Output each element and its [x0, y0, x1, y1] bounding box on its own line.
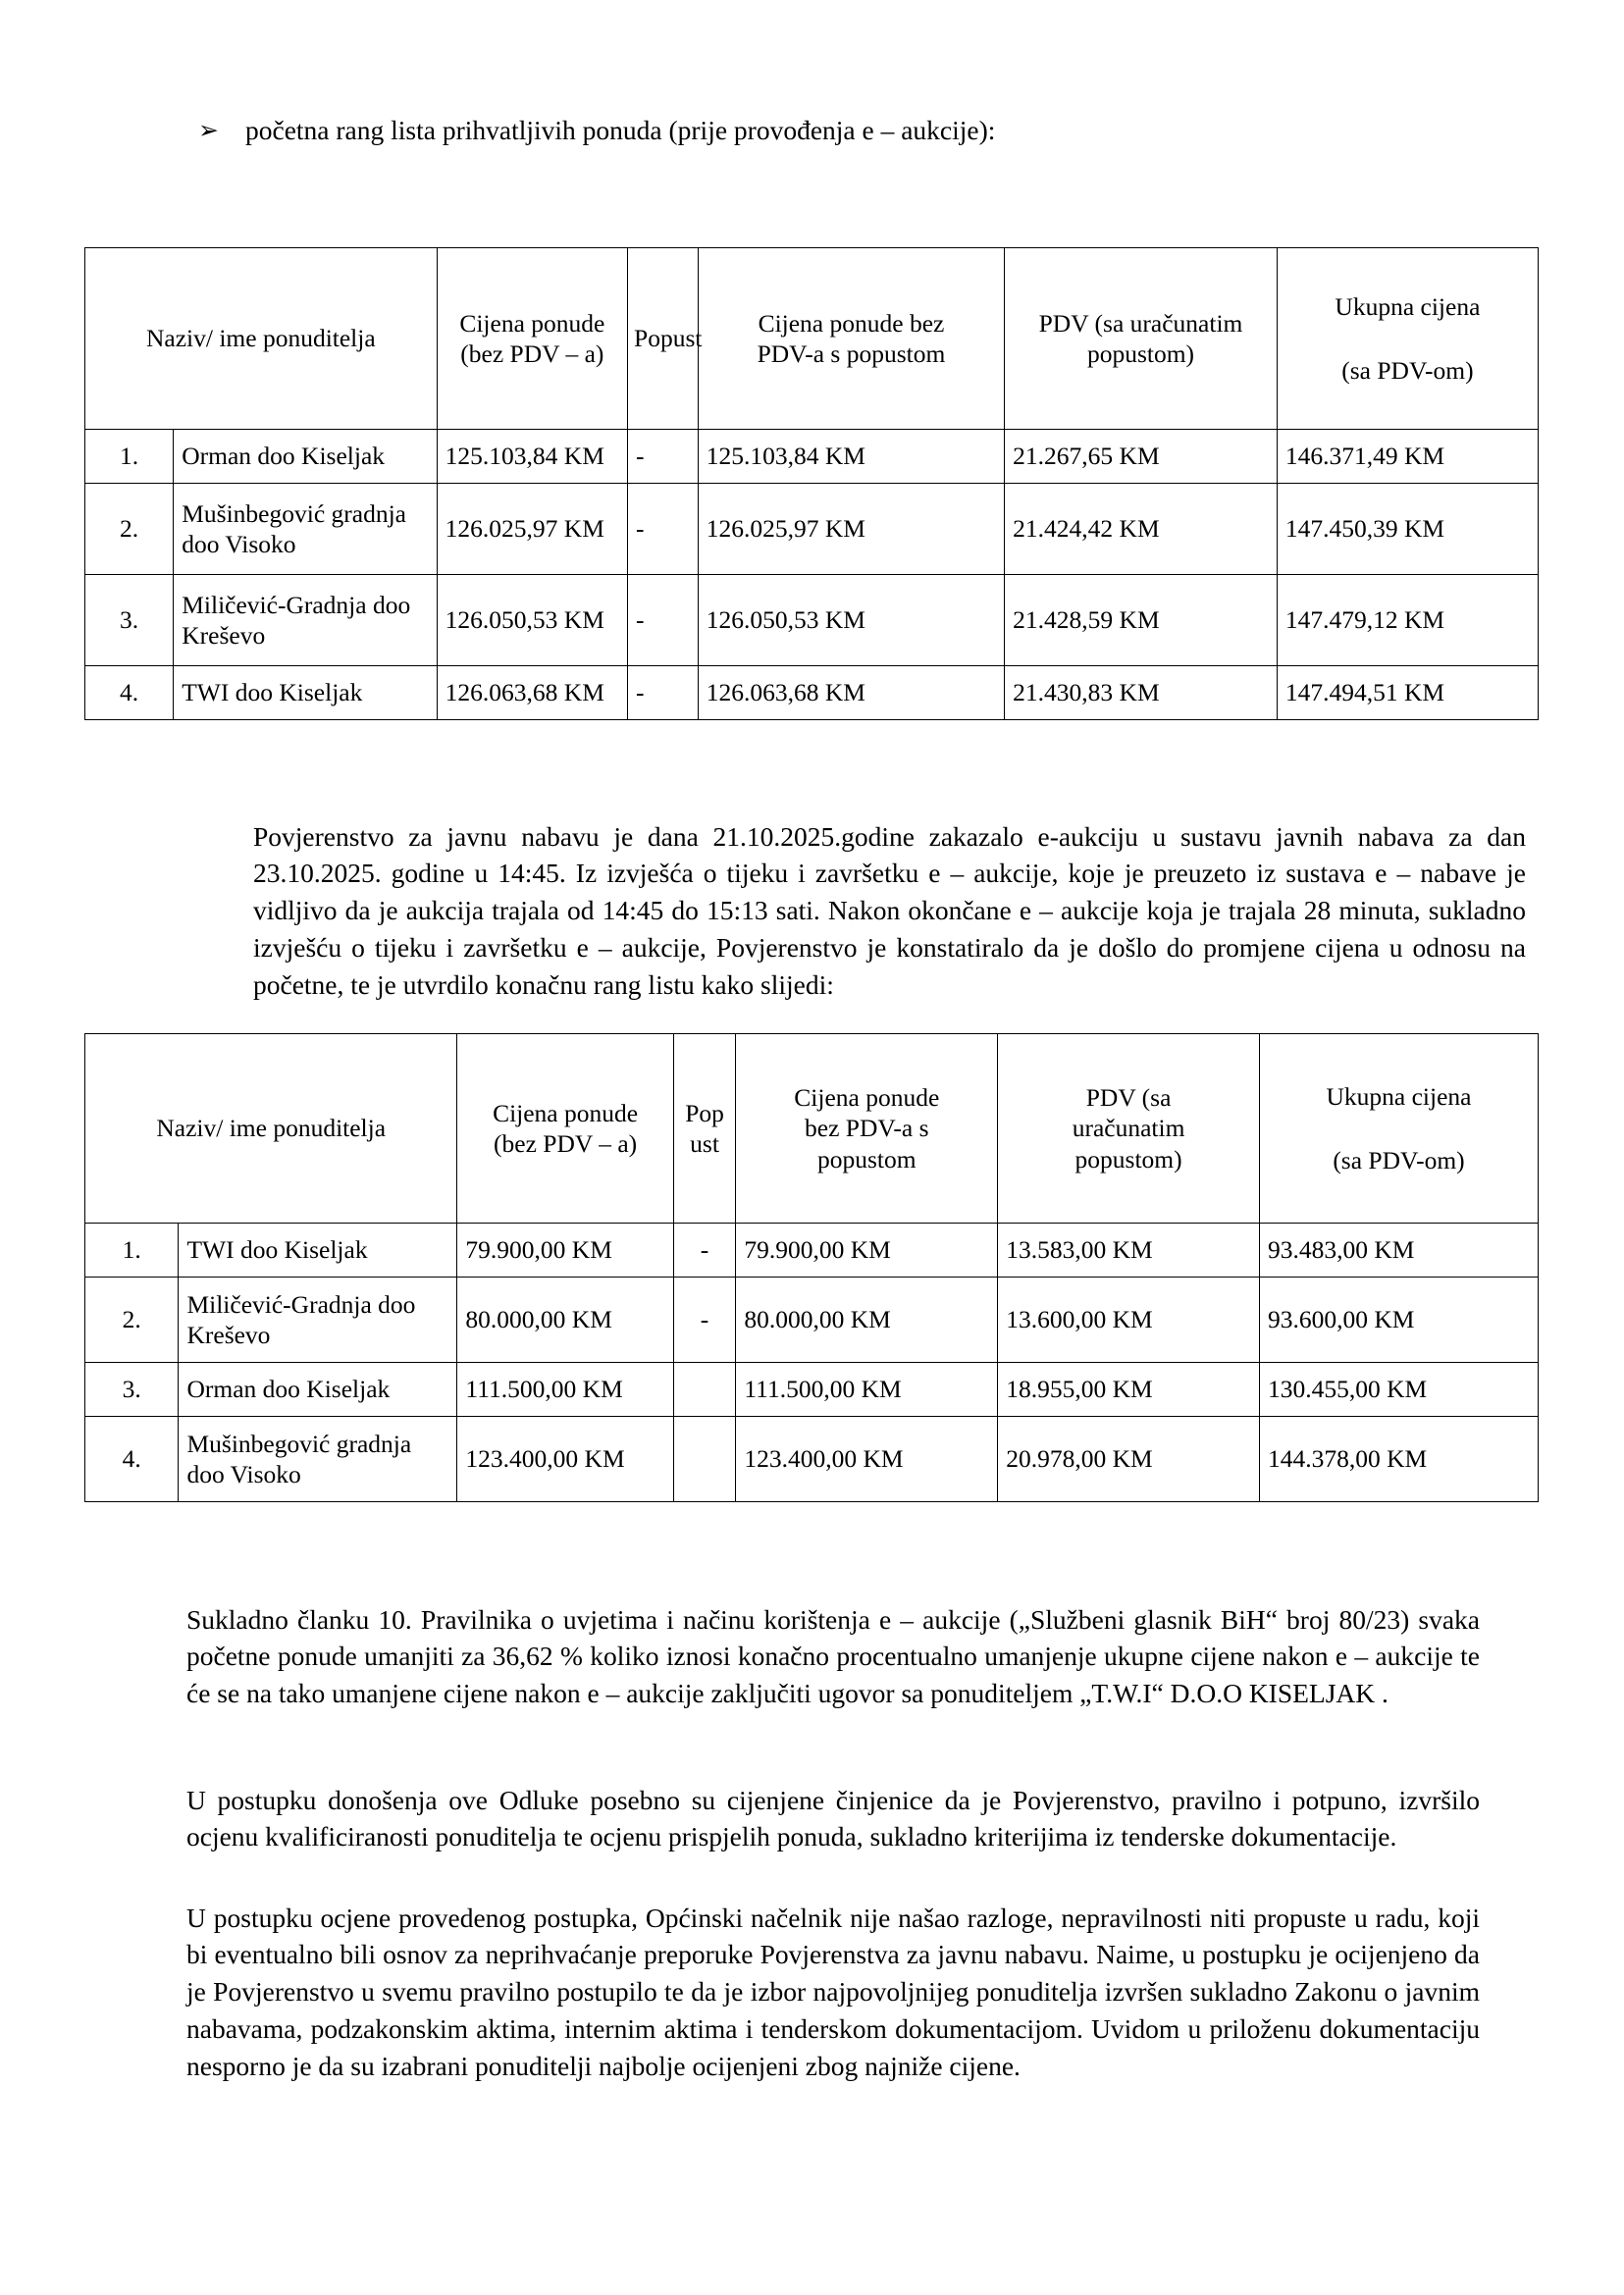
cell-price-no-vat: 125.103,84 KM	[437, 430, 627, 484]
cell-discount: -	[673, 1224, 736, 1278]
table-row	[85, 666, 1539, 720]
cell-price-with-discount: 80.000,00 KM	[736, 1278, 998, 1363]
cell-rank: 4.	[85, 666, 174, 720]
paragraph-evaluation: U postupku ocjene provedenog postupka, Općinski načelnik nije našao razloge, nepravilnosti niti propuste u radu, koji bi eventualno bili osnov za neprihvaćanje preporuke Povjerenstva za javnu nabavu. Naime, u postupku je ocijenjeno da je Povjerenstvo u svemu pravilno postupilo te da je izbor najpovoljnijeg ponuditelja izvršen sukladno Zakonu o javnim nabavama, podzakonskim aktima, internim aktima i tenderskom dokumentacijom. Uvidom u priloženu dokumentaciju nesporno je da su izabrani ponuditelji najbolje ocijenjeni zbog najniže cijene.	[186, 1902, 1480, 2082]
header-price-with-discount-line1: Cijena ponude bez	[758, 308, 945, 338]
cell-price-no-vat: 111.500,00 KM	[457, 1363, 673, 1417]
initial-ranking-table	[84, 247, 1539, 720]
header-discount-line2: ust	[690, 1129, 719, 1158]
header-total-line1: Ukupna cijena	[1335, 291, 1481, 321]
cell-total: 147.450,39 KM	[1277, 484, 1538, 575]
table-row	[85, 430, 1539, 484]
header-vat-line2: uračunatim	[1072, 1114, 1185, 1143]
header-price-with-discount-line2: PDV-a s popustom	[757, 339, 946, 368]
header-total-line2: (sa PDV-om)	[1341, 356, 1474, 385]
bullet-heading	[198, 114, 996, 147]
header-discount-line1: Pop	[685, 1098, 724, 1127]
table-row	[85, 1278, 1539, 1363]
header-vat-line2: popustom)	[1086, 339, 1195, 368]
cell-price-no-vat: 126.050,53 KM	[437, 575, 627, 666]
cell-bidder: TWI doo Kiseljak	[174, 666, 437, 720]
cell-discount: -	[673, 1278, 736, 1363]
cell-price-no-vat: 79.900,00 KM	[457, 1224, 673, 1278]
table-row	[85, 1417, 1539, 1502]
header-price-no-vat-line2: (bez PDV – a)	[494, 1129, 638, 1158]
cell-discount: -	[628, 430, 699, 484]
cell-price-with-discount: 126.050,53 KM	[698, 575, 1004, 666]
header-price-no-vat-line2: (bez PDV – a)	[460, 339, 604, 368]
header-price-with-discount-line2: bez PDV-a s	[805, 1114, 929, 1143]
cell-bidder: Mušinbegović gradnja doo Visoko	[179, 1417, 457, 1502]
header-price-with-discount-line3: popustom	[816, 1144, 917, 1174]
header-vat	[998, 1034, 1260, 1224]
table-header-row	[85, 248, 1539, 430]
paragraph-article-10: Sukladno članku 10. Pravilnika o uvjetima i načinu korištenja e – aukcije („Službeni glasnik BiH“ broj 80/23) svaka početne ponude umanjiti za 36,62 % koliko iznosi konačno procentualno umanjenje ukupne cijene nakon e – aukcije te će se na tako umanjene cijene nakon e – aukcije zaključiti ugovor sa ponuditeljem „T.W.I“ D.O.O KISELJAK .	[186, 1603, 1480, 1709]
header-price-with-discount-line1: Cijena ponude	[794, 1083, 940, 1113]
header-vat-line1: PDV (sa	[1085, 1083, 1172, 1113]
cell-vat: 21.424,42 KM	[1005, 484, 1278, 575]
cell-total: 147.494,51 KM	[1277, 666, 1538, 720]
header-bidder: Naziv/ ime ponuditelja	[85, 1034, 457, 1224]
cell-vat: 21.428,59 KM	[1005, 575, 1278, 666]
header-total	[1277, 248, 1538, 430]
header-total-line2: (sa PDV-om)	[1333, 1146, 1465, 1174]
header-total-line1: Ukupna cijena	[1326, 1081, 1472, 1111]
header-bidder: Naziv/ ime ponuditelja	[85, 248, 438, 430]
cell-total: 93.600,00 KM	[1260, 1278, 1539, 1363]
cell-rank: 1.	[85, 1224, 179, 1278]
cell-discount	[673, 1417, 736, 1502]
table-row	[85, 575, 1539, 666]
header-price-with-discount	[698, 248, 1004, 430]
cell-vat: 18.955,00 KM	[998, 1363, 1260, 1417]
cell-bidder: Mušinbegović gradnja doo Visoko	[174, 484, 437, 575]
cell-rank: 3.	[85, 1363, 179, 1417]
cell-price-with-discount: 126.063,68 KM	[698, 666, 1004, 720]
cell-bidder: TWI doo Kiseljak	[179, 1224, 457, 1278]
table-header-row	[85, 1034, 1539, 1224]
cell-discount: -	[628, 484, 699, 575]
cell-bidder: Orman doo Kiseljak	[179, 1363, 457, 1417]
cell-vat: 13.583,00 KM	[998, 1224, 1260, 1278]
bullet-heading-text: početna rang lista prihvatljivih ponuda (prije provođenja e – aukcije):	[245, 115, 996, 145]
cell-price-no-vat: 126.025,97 KM	[437, 484, 627, 575]
cell-price-no-vat: 80.000,00 KM	[457, 1278, 673, 1363]
header-price-no-vat-line1: Cijena ponude	[459, 308, 605, 338]
header-price-no-vat-line1: Cijena ponude	[493, 1098, 639, 1127]
cell-rank: 2.	[85, 1278, 179, 1363]
cell-bidder: Miličević-Gradnja doo Kreševo	[174, 575, 437, 666]
cell-vat: 21.267,65 KM	[1005, 430, 1278, 484]
cell-bidder: Miličević-Gradnja doo Kreševo	[179, 1278, 457, 1363]
header-discount: Popust	[628, 248, 699, 430]
cell-total: 147.479,12 KM	[1277, 575, 1538, 666]
header-vat-line1: PDV (sa uračunatim	[1038, 308, 1243, 338]
cell-price-with-discount: 126.025,97 KM	[698, 484, 1004, 575]
header-price-no-vat	[437, 248, 627, 430]
header-total	[1260, 1034, 1539, 1224]
final-ranking-table	[84, 1033, 1539, 1502]
cell-total: 146.371,49 KM	[1277, 430, 1538, 484]
header-discount	[673, 1034, 736, 1224]
table-row	[85, 1363, 1539, 1417]
paragraph-decision: U postupku donošenja ove Odluke posebno su cijenjene činjenice da je Povjerenstvo, pravilno i potpuno, izvršilo ocjenu kvalificiranosti ponuditelja te ocjenu prispjelih ponuda, sukladno kriterijima iz tenderske dokumentacije.	[186, 1784, 1480, 1852]
arrow-bullet-icon: ➢	[198, 116, 219, 144]
cell-vat: 21.430,83 KM	[1005, 666, 1278, 720]
table-row	[85, 1224, 1539, 1278]
header-price-no-vat	[457, 1034, 673, 1224]
header-vat-line3: popustom)	[1074, 1144, 1182, 1174]
cell-vat: 13.600,00 KM	[998, 1278, 1260, 1363]
cell-price-with-discount: 125.103,84 KM	[698, 430, 1004, 484]
cell-vat: 20.978,00 KM	[998, 1417, 1260, 1502]
cell-rank: 3.	[85, 575, 174, 666]
table-row	[85, 484, 1539, 575]
paragraph-commission: Povjerenstvo za javnu nabavu je dana 21.10.2025.godine zakazalo e-aukciju u sustavu javnih nabava za dan 23.10.2025. godine u 14:45. Iz izvješća o tijeku i završetku e – aukcije, koje je preuzeto iz sustava e – nabave je vidljivo da je aukcija trajala od 14:45 do 15:13 sati. Nakon okončane e – aukcije koja je trajala 28 minuta, sukladno izvješću o tijeku i završetku e – aukcije, Povjerenstvo je konstatiralo da je došlo do promjene cijena u odnosu na početne, te je utvrdilo konačnu rang listu kako slijedi:	[253, 820, 1526, 1001]
cell-price-with-discount: 111.500,00 KM	[736, 1363, 998, 1417]
cell-rank: 4.	[85, 1417, 179, 1502]
cell-rank: 1.	[85, 430, 174, 484]
cell-rank: 2.	[85, 484, 174, 575]
cell-price-with-discount: 123.400,00 KM	[736, 1417, 998, 1502]
cell-discount	[673, 1363, 736, 1417]
cell-price-no-vat: 123.400,00 KM	[457, 1417, 673, 1502]
cell-discount: -	[628, 666, 699, 720]
cell-total: 130.455,00 KM	[1260, 1363, 1539, 1417]
cell-discount: -	[628, 575, 699, 666]
cell-bidder: Orman doo Kiseljak	[174, 430, 437, 484]
cell-total: 93.483,00 KM	[1260, 1224, 1539, 1278]
header-vat	[1005, 248, 1278, 430]
header-price-with-discount	[736, 1034, 998, 1224]
cell-price-with-discount: 79.900,00 KM	[736, 1224, 998, 1278]
cell-price-no-vat: 126.063,68 KM	[437, 666, 627, 720]
cell-total: 144.378,00 KM	[1260, 1417, 1539, 1502]
